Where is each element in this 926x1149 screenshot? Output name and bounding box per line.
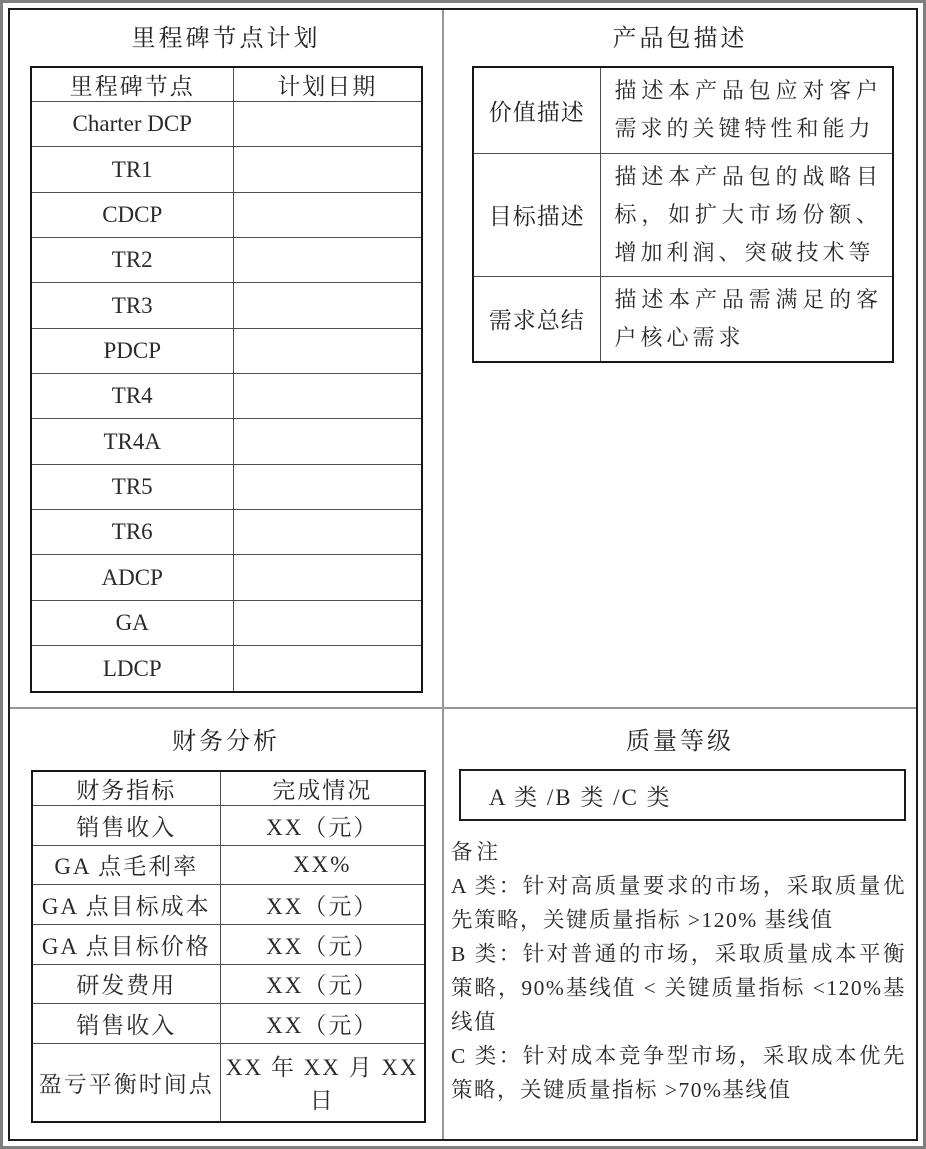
quality-notes-heading: 备注 [451, 840, 503, 864]
planned-date-cell [233, 600, 422, 645]
milestone-node-cell: TR4A [31, 419, 233, 464]
finance-metric-cell: 盈亏平衡时间点 [32, 1043, 220, 1122]
planned-date-cell [233, 283, 422, 328]
finance-metric-cell: 研发费用 [32, 964, 220, 1004]
milestone-row [31, 192, 422, 237]
milestone-node-cell: GA [31, 600, 233, 645]
financial-table [31, 770, 426, 1123]
product-row-description: 描述本产品包的战略目标，如扩大市场份额、增加利润、突破技术等 [600, 153, 893, 276]
milestone-node-cell: LDCP [31, 646, 233, 692]
quadrant-milestone-plan [10, 10, 444, 709]
quality-note-line: C 类：针对成本竞争型市场，采取成本优先策略，关键质量指标 >70%基线值 [451, 1044, 906, 1102]
finance-value-cell: XX（元） [220, 964, 425, 1004]
milestone-row [31, 555, 422, 600]
milestone-node-cell: Charter DCP [31, 102, 233, 147]
product-package-row [473, 153, 893, 276]
milestone-node-cell: TR6 [31, 510, 233, 555]
milestone-node-cell: ADCP [31, 555, 233, 600]
planned-date-cell [233, 464, 422, 509]
milestone-row [31, 102, 422, 147]
milestone-node-cell: TR2 [31, 238, 233, 283]
finance-row [32, 924, 425, 964]
finance-metric-cell: 销售收入 [32, 1004, 220, 1044]
milestone-row [31, 374, 422, 419]
product-package-row [473, 67, 893, 153]
product-row-label: 价值描述 [473, 67, 600, 153]
product-row-label: 需求总结 [473, 276, 600, 362]
milestone-header-row [31, 67, 422, 102]
product-row-label: 目标描述 [473, 153, 600, 276]
milestone-row [31, 238, 422, 283]
milestone-row [31, 419, 422, 464]
planned-date-cell [233, 419, 422, 464]
financial-analysis-title: 财务分析 [172, 728, 280, 755]
quality-notes [451, 835, 906, 1107]
milestone-node-cell: PDCP [31, 328, 233, 373]
product-row-description: 描述本产品包应对客户需求的关键特性和能力 [600, 67, 893, 153]
milestone-row [31, 328, 422, 373]
finance-value-cell: XX（元） [220, 806, 425, 846]
milestone-node-cell: TR1 [31, 147, 233, 192]
milestone-node-cell: TR5 [31, 464, 233, 509]
finance-status-header: 完成情况 [220, 771, 425, 806]
milestone-row [31, 646, 422, 692]
finance-row [32, 1043, 425, 1122]
quality-grade-options-box [459, 769, 906, 821]
quality-note-line: B 类：针对普通的市场，采取质量成本平衡策略，90%基线值 < 关键质量指标 <120%基线值 [451, 942, 906, 1034]
finance-metric-cell: GA 点目标成本 [32, 885, 220, 925]
product-package-row [473, 276, 893, 362]
finance-row [32, 845, 425, 885]
finance-row [32, 1004, 425, 1044]
milestone-node-cell: TR4 [31, 374, 233, 419]
milestone-row [31, 147, 422, 192]
finance-row [32, 806, 425, 846]
planned-date-cell [233, 238, 422, 283]
planned-date-header: 计划日期 [233, 67, 422, 102]
planned-date-cell [233, 555, 422, 600]
finance-metric-cell: GA 点目标价格 [32, 924, 220, 964]
milestone-row [31, 600, 422, 645]
planned-date-cell [233, 192, 422, 237]
finance-metric-cell: GA 点毛利率 [32, 845, 220, 885]
finance-value-cell: XX 年 XX 月 XX 日 [220, 1043, 425, 1122]
milestone-node-header: 里程碑节点 [31, 67, 233, 102]
product-package-title: 产品包描述 [612, 25, 748, 52]
planned-date-cell [233, 328, 422, 373]
finance-value-cell: XX（元） [220, 1004, 425, 1044]
quadrant-financial-analysis [10, 709, 444, 1139]
milestone-node-cell: CDCP [31, 192, 233, 237]
quadrant-product-package [444, 10, 916, 709]
milestone-node-cell: TR3 [31, 283, 233, 328]
milestone-row [31, 283, 422, 328]
planned-date-cell [233, 147, 422, 192]
page-inner-frame [8, 8, 918, 1141]
milestone-plan-title: 里程碑节点计划 [131, 25, 321, 52]
quadrant-quality-grade [444, 709, 916, 1139]
quality-grade-options: A 类 /B 类 /C 类 [489, 784, 672, 810]
planned-date-cell [233, 510, 422, 555]
planned-date-cell [233, 102, 422, 147]
finance-value-cell: XX（元） [220, 885, 425, 925]
milestone-row [31, 464, 422, 509]
product-row-description: 描述本产品需满足的客户核心需求 [600, 276, 893, 362]
finance-row [32, 964, 425, 1004]
finance-row [32, 885, 425, 925]
planned-date-cell [233, 646, 422, 692]
product-package-table [472, 66, 894, 363]
finance-value-cell: XX% [220, 845, 425, 885]
milestone-row [31, 510, 422, 555]
planned-date-cell [233, 374, 422, 419]
finance-metric-header: 财务指标 [32, 771, 220, 806]
quality-note-line: A 类：针对高质量要求的市场，采取质量优先策略，关键质量指标 >120% 基线值 [451, 874, 906, 932]
finance-header-row [32, 771, 425, 806]
finance-value-cell: XX（元） [220, 924, 425, 964]
milestone-table [30, 66, 423, 693]
quality-grade-title: 质量等级 [626, 728, 734, 755]
finance-metric-cell: 销售收入 [32, 806, 220, 846]
